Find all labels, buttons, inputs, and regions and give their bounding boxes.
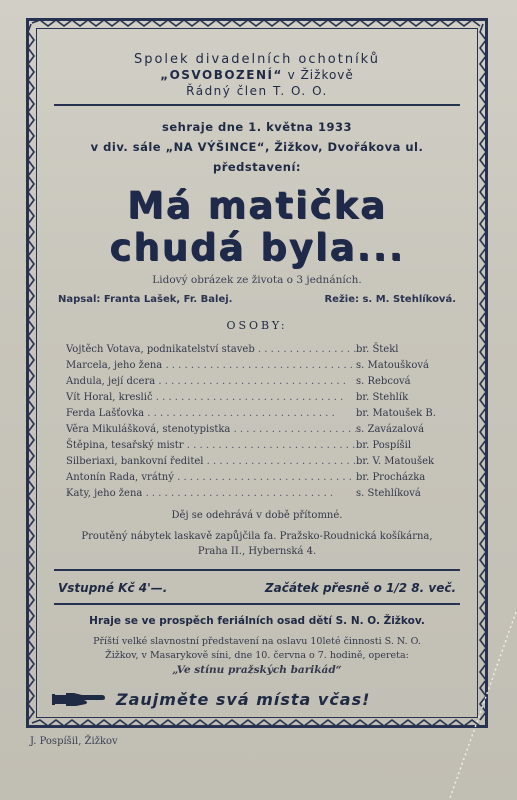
- cast-row: [66, 374, 452, 390]
- start-time: Začátek přesně o 1/2 8. več.: [264, 581, 456, 595]
- cast-role: Antonín Rada, vrátný . . .: [66, 470, 356, 486]
- cast-role: Marcela, jeho žena . . .: [66, 358, 356, 374]
- cast-actor: s. Matoušková: [356, 360, 429, 371]
- divider: [54, 603, 460, 605]
- proceeds-note: Hraje se ve prospěch feriálních osad dětí S. N. O. Žižkov.: [89, 615, 425, 627]
- cast-actor: br. Matoušek B.: [356, 408, 436, 419]
- printer-credit: J. Pospíšil, Žižkov: [30, 736, 118, 747]
- admission-price: Vstupné Kč 4'—.: [58, 581, 168, 595]
- cast-actor: br. Stehlík: [356, 392, 409, 403]
- cast-row: [66, 406, 452, 422]
- cast-actor: s. Stehlíková: [356, 488, 421, 499]
- cast-row: [66, 438, 452, 454]
- cast-actor: br. Pospíšil: [356, 440, 412, 451]
- society-name: „OSVOBOZENÍ“: [160, 68, 283, 82]
- setting-note: Děj se odehrává v době přítomné.: [171, 510, 343, 521]
- cast-actor: s. Rebcová: [356, 376, 411, 387]
- divider: [54, 569, 460, 571]
- cast-heading: OSOBY:: [226, 319, 288, 332]
- venue-line: v div. sále „NA VÝŠINCE“, Žižkov, Dvořákova ul.: [90, 140, 424, 154]
- cast-actor: br. Štekl: [356, 344, 399, 355]
- paper-fold-mark: [448, 610, 517, 800]
- next-show-line-2: Žižkov, v Masarykově síni, dne 10. června o 7. hodině, opereta:: [105, 650, 409, 661]
- cast-row: [66, 358, 452, 374]
- credits-row: [58, 294, 456, 305]
- society-location: v Žižkově: [287, 68, 354, 82]
- membership-line: Řádný člen T. O. O.: [186, 84, 328, 98]
- society-line: Spolek divadelních ochotníků: [133, 52, 381, 67]
- author-credit: Napsal: Franta Lašek, Fr. Balej.: [58, 294, 233, 305]
- cast-role: Katy, jeho žena . . .: [66, 486, 356, 502]
- society-name-line: [44, 68, 470, 82]
- pointing-hand-icon: [52, 689, 106, 709]
- next-show-line-1: Příští velké slavnostní představení na oslavu 10leté činnosti S. N. O.: [93, 636, 421, 647]
- cast-role: Vojtěch Votava, podnikatelství staveb . . .: [66, 342, 356, 358]
- cast-actor: br. Procházka: [356, 472, 426, 483]
- cast-row: [66, 486, 452, 502]
- furniture-thanks: [44, 529, 470, 559]
- play-title-line-2: chudá byla...: [109, 226, 405, 269]
- thanks-line-2: Praha II., Hybernská 4.: [197, 546, 317, 557]
- operetta-title: „Ve stínu pražských barikád“: [172, 664, 342, 676]
- call-to-action: Zaujměte svá místa včas!: [116, 689, 371, 709]
- cast-actor: br. V. Matoušek: [356, 456, 435, 467]
- play-subtitle: Lidový obrázek ze života o 3 jednáních.: [152, 274, 362, 286]
- divider: [54, 104, 460, 106]
- next-show: [60, 635, 454, 677]
- cast-row: [66, 342, 452, 358]
- cast-role: Věra Mikulášková, stenotypistka . . .: [66, 422, 356, 438]
- presents-line: představení:: [212, 160, 302, 174]
- cast-role: Vít Horal, kreslič . . .: [66, 390, 356, 406]
- cast-role: Silberiaxi, bankovní ředitel . . .: [66, 454, 356, 470]
- cast-list: [66, 342, 452, 502]
- admission-row: [58, 581, 456, 595]
- cast-row: [66, 454, 452, 470]
- thanks-line-1: Proutěný nábytek laskavě zapůjčila fa. Pražsko-Roudnická košíkárna,: [81, 531, 433, 542]
- cast-role: Štěpina, tesařský mistr . . .: [66, 438, 356, 454]
- cast-row: [66, 470, 452, 486]
- cast-row: [66, 390, 452, 406]
- cast-role: Ferda Lašťovka . . .: [66, 406, 356, 422]
- cast-row: [66, 422, 452, 438]
- date-line: sehraje dne 1. května 1933: [161, 120, 352, 134]
- director-credit: Režie: s. M. Stehlíková.: [324, 294, 456, 305]
- call-to-action-row: [52, 689, 462, 709]
- cast-role: Andula, její dcera . . .: [66, 374, 356, 390]
- poster-content: [44, 34, 470, 709]
- cast-actor: s. Zavázalová: [356, 424, 425, 435]
- play-title-line-1: Má matička: [126, 184, 388, 227]
